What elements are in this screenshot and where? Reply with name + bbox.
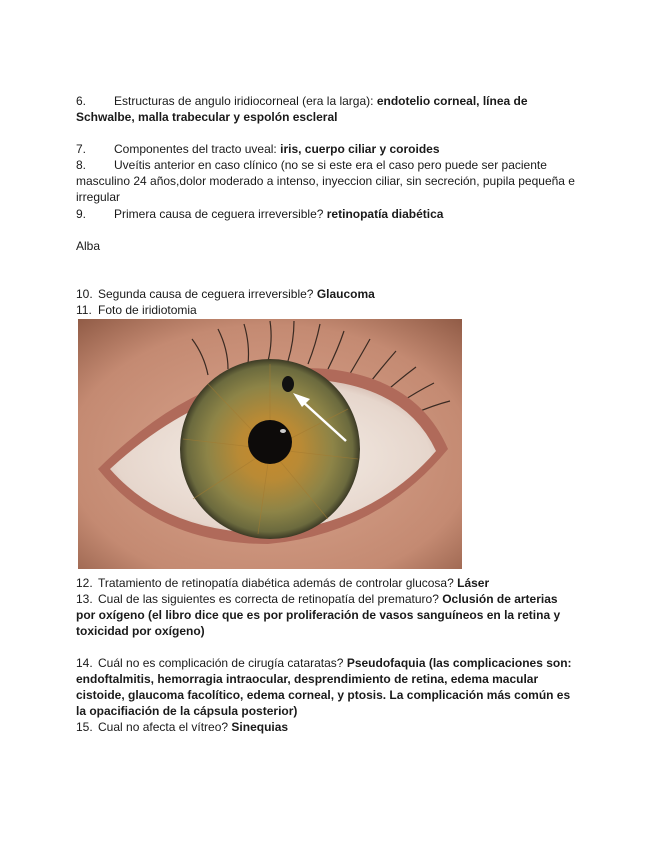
question-12: 12. Tratamiento de retinopatía diabética además de controlar glucosa? Láser: [76, 576, 490, 590]
question-7: 7. Componentes del tracto uveal: iris, cuerpo ciliar y coroides: [76, 142, 440, 156]
question-9: 9. Primera causa de ceguera irreversible? retinopatía diabética: [76, 207, 444, 221]
question-15: 15. Cual no afecta el vítreo? Sinequias: [76, 720, 289, 734]
question-11: 11. Foto de iridiotomia: [76, 303, 197, 317]
question-10: 10. Segunda causa de ceguera irreversible? Glaucoma: [76, 287, 375, 301]
author-name: Alba: [76, 239, 101, 253]
iridotomy-photo: [78, 319, 462, 569]
question-8: 8. Uveítis anterior en caso clínico (no se si este era el caso pero puede ser paciente masculino 24 años,dolor moderado a intenso, inyeccion ciliar, sin secreción, pupila pequeña e irregular: [76, 158, 575, 204]
question-14: 14. Cuál no es complicación de cirugía cataratas? Pseudofaquia (las complicaciones son: endoftalmitis, hemorragia intraocular, desprendimiento de retina, edema macular cistoide, glaucoma facolítico, edema corneal, y ptosis. La complicación más común es la opacifiación de la cápsula posterior): [76, 656, 572, 718]
question-6: 6. Estructuras de angulo iridiocorneal (era la larga): endotelio corneal, línea de Schwalbe, malla trabecular y espolón escleral: [76, 94, 528, 124]
eye-image: [78, 319, 462, 569]
question-13: 13. Cual de las siguientes es correcta de retinopatía del prematuro? Oclusión de arterias por oxígeno (el libro dice que es por proliferación de vasos sanguíneos en la retina y toxicidad por oxígeno): [76, 592, 561, 638]
